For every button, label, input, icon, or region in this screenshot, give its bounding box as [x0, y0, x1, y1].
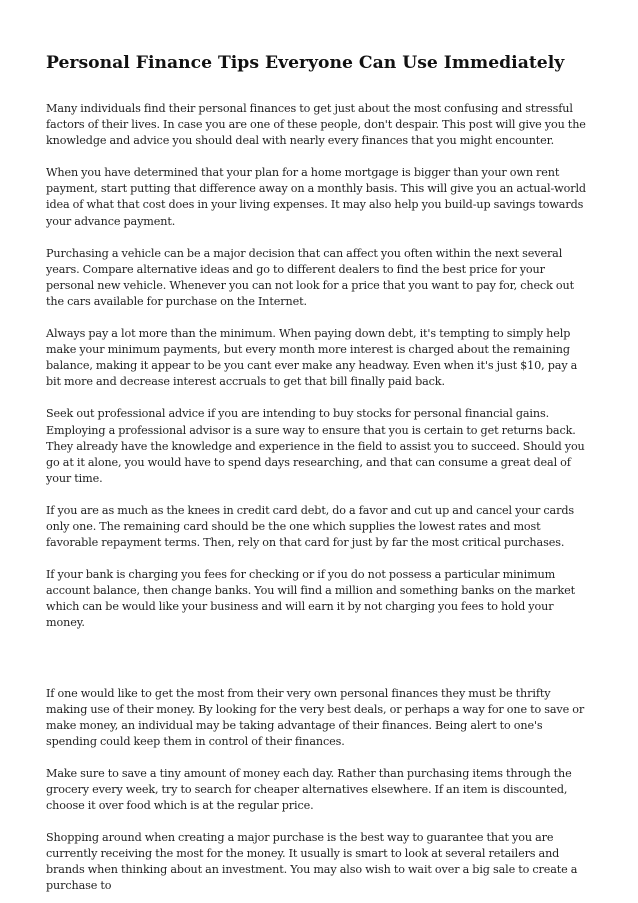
paragraph-8: If one would like to get the most from their very own personal finances they must be thrifty making use of their money. By looking for the very best deals, or perhaps a way for one to save or make money, an individual may be taking advantage of their finances. Being alert to one's spending could keep them in control of their finances. — [46, 686, 585, 748]
paragraph-1: Many individuals find their personal finances to get just about the most confusing and stressful factors of their lives. In case you are one of these people, don't despair. This post will give you the knowledge and advice you should deal with nearly every finances that you might encounter. — [46, 102, 586, 148]
paragraph-7: If your bank is charging you fees for checking or if you do not possess a particular minimum account balance, then change banks. You will find a million and something banks on the market which can be would like your business and will earn it by not charging you fees to hold your money. — [46, 568, 576, 630]
paragraph-6: If you are as much as the knees in credit card debt, do a favor and cut up and cancel your cards only one. The remaining card should be the one which supplies the lowest rates and most favorable repayment terms. Then, rely on that card for just by far the most critical purchases. — [46, 503, 574, 550]
paragraph-3: Purchasing a vehicle can be a major decision that can affect you often within the next several years. Compare alternative ideas and go to different dealers to find the best price for your personal new vehicle. Whenever you can not look for a price that you want to pay for, check out the cars available for purchase on the Internet. — [46, 246, 574, 308]
document-title: Personal Finance Tips Everyone Can Use Immediately — [46, 53, 565, 73]
blank-gap — [46, 648, 592, 686]
paragraph-4: Always pay a lot more than the minimum. When paying down debt, it's tempting to simply help make your minimum payments, but every month more interest is charged about the remaining balance, making it appear to be you cant ever make any headway. Even when it's just $10, pay a bit more and decrease interest accruals to get that bill finally paid back. — [46, 327, 578, 389]
paragraph-2: When you have determined that your plan for a home mortgage is bigger than your own rent payment, start putting that difference away on a monthly basis. This will give you an actual-world idea of what that cost does in your living expenses. It may also help you build-up savings towards your advance payment. — [46, 166, 586, 228]
paragraph-5: Seek out professional advice if you are intending to buy stocks for personal financial gains. Employing a professional advisor is a sure way to ensure that you is certain to get returns back. They already have the knowledge and experience in the field to assist you to succeed. Should you go at it alone, you would have to spend days researching, and that can consume a great deal of your time. — [46, 407, 585, 485]
paragraph-10: Shopping around when creating a major purchase is the best way to guarantee that you are currently receiving the most for the money. It usually is smart to look at several retailers and brands when thinking about an investment. You may also wish to wait over a big sale to create a purchase to — [46, 831, 578, 893]
paragraph-9: Make sure to save a tiny amount of money each day. Rather than purchasing items through the grocery every week, try to search for cheaper alternatives elsewhere. If an item is discounted, choose it over food which is at the regular price. — [46, 766, 572, 813]
